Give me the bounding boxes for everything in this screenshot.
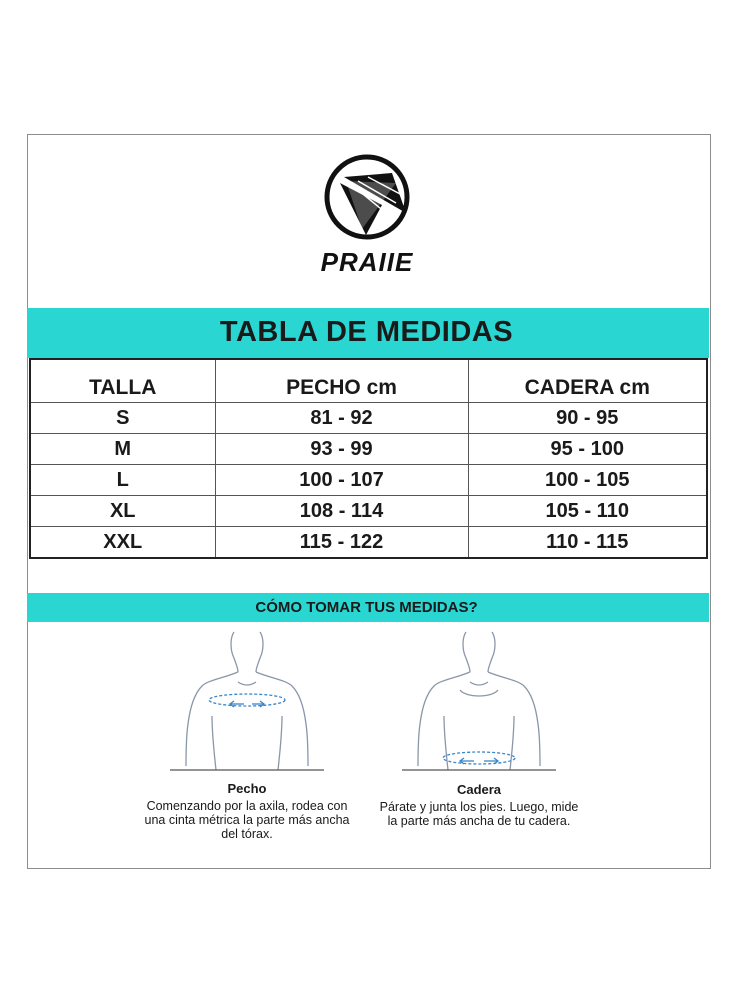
table-header-row xyxy=(30,359,707,403)
cell-pecho: 108 - 114 xyxy=(215,496,468,527)
table-row xyxy=(30,465,707,496)
cell-pecho: 115 - 122 xyxy=(215,527,468,559)
cell-pecho: 100 - 107 xyxy=(215,465,468,496)
table-row xyxy=(30,403,707,434)
cell-talla: S xyxy=(30,403,215,434)
cell-pecho: 93 - 99 xyxy=(215,434,468,465)
table-row xyxy=(30,434,707,465)
chest-caption-title: Pecho xyxy=(227,781,267,796)
cell-talla: M xyxy=(30,434,215,465)
cell-talla: XXL xyxy=(30,527,215,559)
hip-measure-illustration xyxy=(400,628,558,774)
cell-cadera: 110 - 115 xyxy=(468,527,707,559)
header-pecho: PECHO cm xyxy=(215,359,468,403)
size-table xyxy=(29,358,708,559)
chest-caption-text: Comenzando por la axila, rodea con una cinta métrica la parte más ancha del tórax. xyxy=(144,799,350,841)
cell-pecho: 81 - 92 xyxy=(215,403,468,434)
logo-wordmark: PRAIIE xyxy=(320,247,414,277)
cell-cadera: 105 - 110 xyxy=(468,496,707,527)
hip-caption-title: Cadera xyxy=(456,782,502,797)
howto-title: CÓMO TOMAR TUS MEDIDAS? xyxy=(255,599,478,616)
chest-measure-illustration xyxy=(168,628,326,774)
table-row xyxy=(30,527,707,559)
cell-cadera: 100 - 105 xyxy=(468,465,707,496)
cell-talla: XL xyxy=(30,496,215,527)
cell-talla: L xyxy=(30,465,215,496)
header-cadera: CADERA cm xyxy=(468,359,707,403)
cell-cadera: 90 - 95 xyxy=(468,403,707,434)
table-row xyxy=(30,496,707,527)
hip-caption-text: Párate y junta los pies. Luego, mide la parte más ancha de tu cadera. xyxy=(379,800,579,828)
header-talla: TALLA xyxy=(89,376,157,399)
table-title: TABLA DE MEDIDAS xyxy=(219,316,514,348)
cell-cadera: 95 - 100 xyxy=(468,434,707,465)
brand-logo xyxy=(296,153,438,278)
